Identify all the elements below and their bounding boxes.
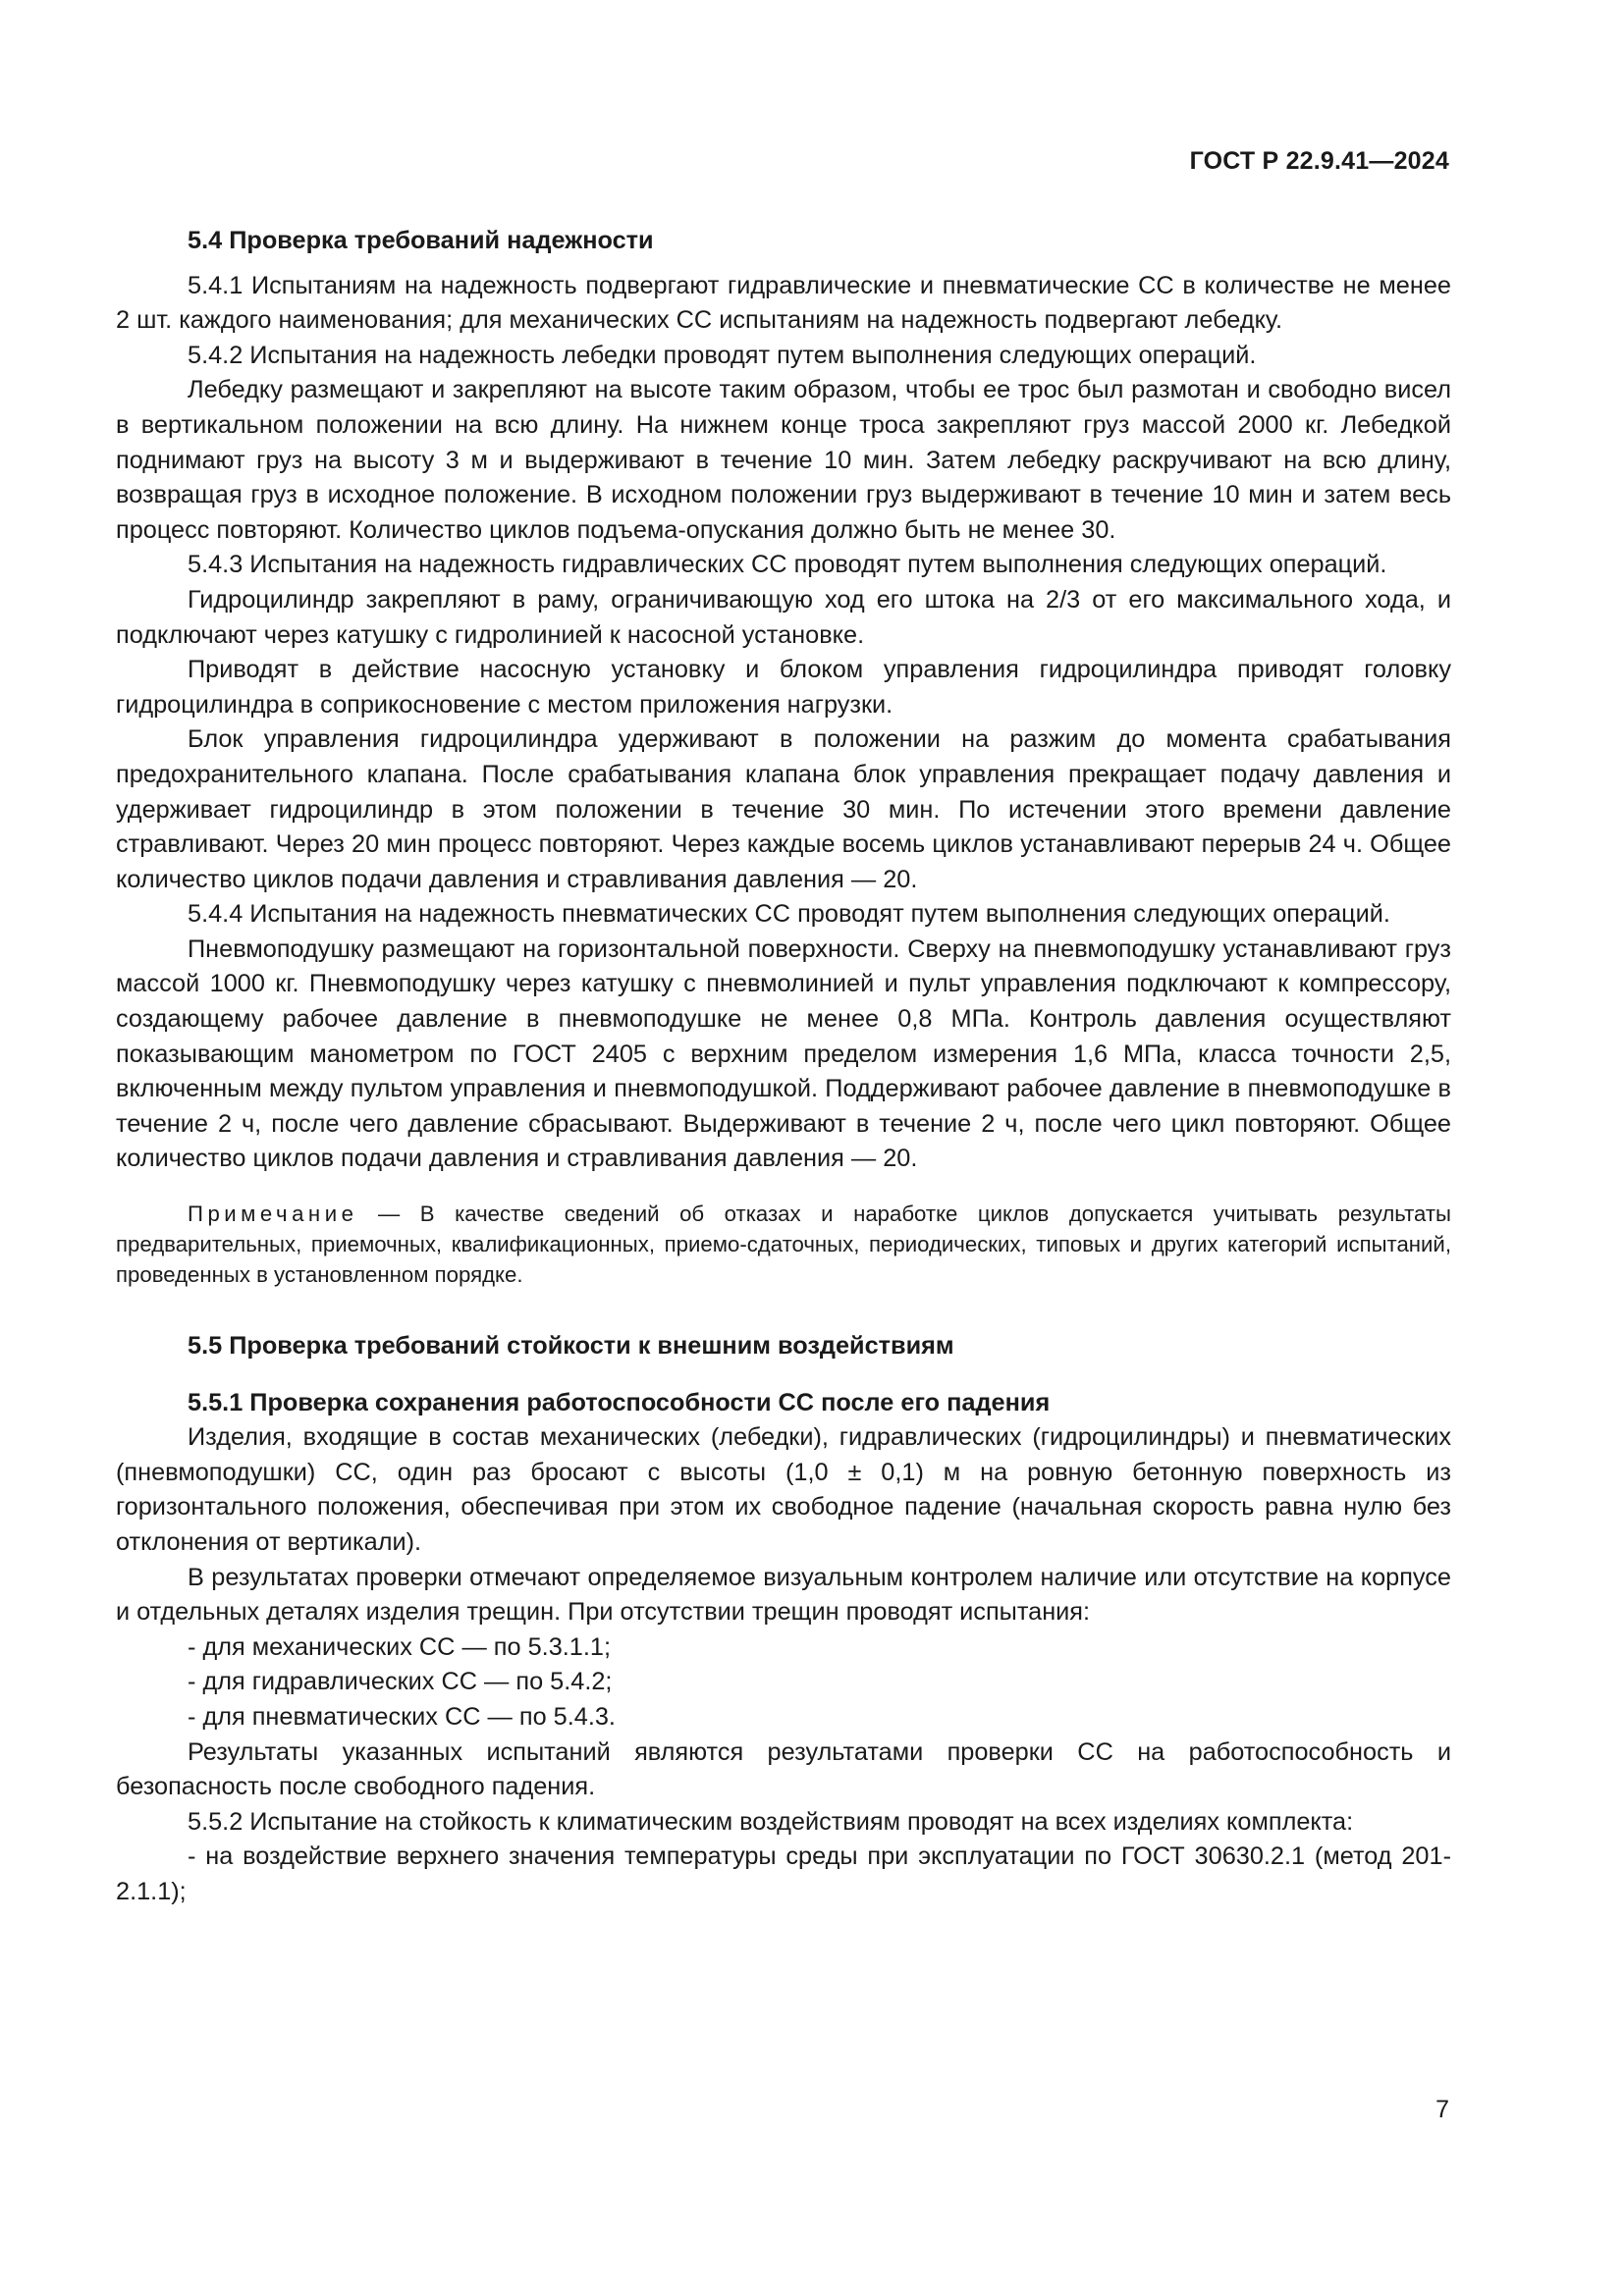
paragraph: 5.4.3 Испытания на надежность гидравлических СС проводят путем выполнения следующих операций. <box>188 551 1387 579</box>
note-label: Примечание <box>188 1201 358 1227</box>
paragraph: В результатах проверки отмечают определяемое визуальным контролем наличие или отсутствие на корпусе и отдельных деталях изделия трещин. При отсутствии трещин проводят испытания: <box>116 1563 1451 1627</box>
list-item: - для гидравлических СС — по 5.4.2; <box>188 1668 613 1696</box>
paragraph: 5.4.1 Испытаниям на надежность подвергают гидравлические и пневматические СС в количестве не менее 2 шт. каждого наименования; для механических СС испытаниям на надежность подвергают лебедку. <box>116 271 1451 335</box>
document-id: ГОСТ Р 22.9.41—2024 <box>1189 147 1449 175</box>
note <box>116 1199 1451 1290</box>
page-content <box>116 224 1451 1910</box>
paragraph: Блок управления гидроцилиндра удерживают в положении на разжим до момента срабатывания предохранительного клапана. После срабатывания клапана блок управления прекращает подачу давления и удерживает гидроцилиндр в этом положении в течение 30 мин. По истечении этого времени давление стравливают. Через 20 мин процесс повторяют. Через каждые восемь циклов устанавливают перерыв 24 ч. Общее количество циклов подачи давления и стравливания давления — 20. <box>116 725 1451 893</box>
paragraph: Результаты указанных испытаний являются результатами проверки СС на работоспособность и безопасность после свободного падения. <box>116 1737 1451 1801</box>
paragraph: Изделия, входящие в состав механических (лебедки), гидравлических (гидроцилиндры) и пневматических (пневмоподушки) СС, один раз бросают с высоты (1,0 ± 0,1) м на ровную бетонную поверхность из горизонтального положения, обеспечивая при этом их свободное падение (начальная скорость равна нулю без отклонения от вертикали). <box>116 1423 1451 1556</box>
paragraph: Гидроцилиндр закрепляют в раму, ограничивающую ход его штока на 2/3 от его максимального хода, и подключают через катушку с гидролинией к насосной установке. <box>116 585 1451 649</box>
section-heading-5-4: 5.4 Проверка требований надежности <box>188 227 654 254</box>
list-item: - для механических СС — по 5.3.1.1; <box>188 1632 611 1661</box>
list-item: - для пневматических СС — по 5.4.3. <box>188 1702 616 1731</box>
paragraph: Пневмоподушку размещают на горизонтальной поверхности. Сверху на пневмоподушку устанавливают груз массой 1000 кг. Пневмоподушку через катушку с пневмолинией и пульт управления подключают к компрессору, создающему рабочее давление в пневмоподушке не менее 0,8 МПа. Контроль давления осуществляют показывающим манометром по ГОСТ 2405 с верхним пределом измерения 1,6 МПа, класса точности 2,5, включенным между пультом управления и пневмоподушкой. Поддерживают рабочее давление в пневмоподушке в течение 2 ч, после чего давление сбрасывают. Выдерживают в течение 2 ч, после чего цикл повторяют. Общее количество циклов подачи давления и стравливания давления — 20. <box>116 934 1451 1173</box>
paragraph: Лебедку размещают и закрепляют на высоте таким образом, чтобы ее трос был размотан и свободно висел в вертикальном положении на всю длину. На нижнем конце троса закрепляют груз массой 2000 кг. Лебедкой поднимают груз на высоту 3 м и выдерживают в течение 10 мин. Затем лебедку раскручивают на всю длину, возвращая груз в исходное положение. В исходном положении груз выдерживают в течение 10 мин и затем весь процесс повторяют. Количество циклов подъема-опускания должно быть не менее 30. <box>116 376 1451 544</box>
subsection-heading-5-5-1: 5.5.1 Проверка сохранения работоспособности СС после его падения <box>188 1388 1051 1416</box>
page-number: 7 <box>1435 2096 1449 2123</box>
section-heading-5-5: 5.5 Проверка требований стойкости к внешним воздействиям <box>188 1332 954 1361</box>
paragraph: 5.4.4 Испытания на надежность пневматических СС проводят путем выполнения следующих операций. <box>188 900 1390 929</box>
note-text: — В качестве сведений об отказах и наработке циклов допускается учитывать результаты предварительных, приемочных, квалификационных, приемо-сдаточных, периодических, типовых и других категорий испытаний, проведенных в установленном порядке. <box>116 1201 1451 1288</box>
list-item: - на воздействие верхнего значения температуры среды при эксплуатации по ГОСТ 30630.2.1 (метод 201-2.1.1); <box>116 1842 1451 1905</box>
paragraph: 5.4.2 Испытания на надежность лебедки проводят путем выполнения следующих операций. <box>188 341 1257 369</box>
paragraph: 5.5.2 Испытание на стойкость к климатическим воздействиям проводят на всех изделиях комплекта: <box>188 1807 1354 1836</box>
paragraph: Приводят в действие насосную установку и блоком управления гидроцилиндра приводят головку гидроцилиндра в соприкосновение с местом приложения нагрузки. <box>116 656 1451 719</box>
